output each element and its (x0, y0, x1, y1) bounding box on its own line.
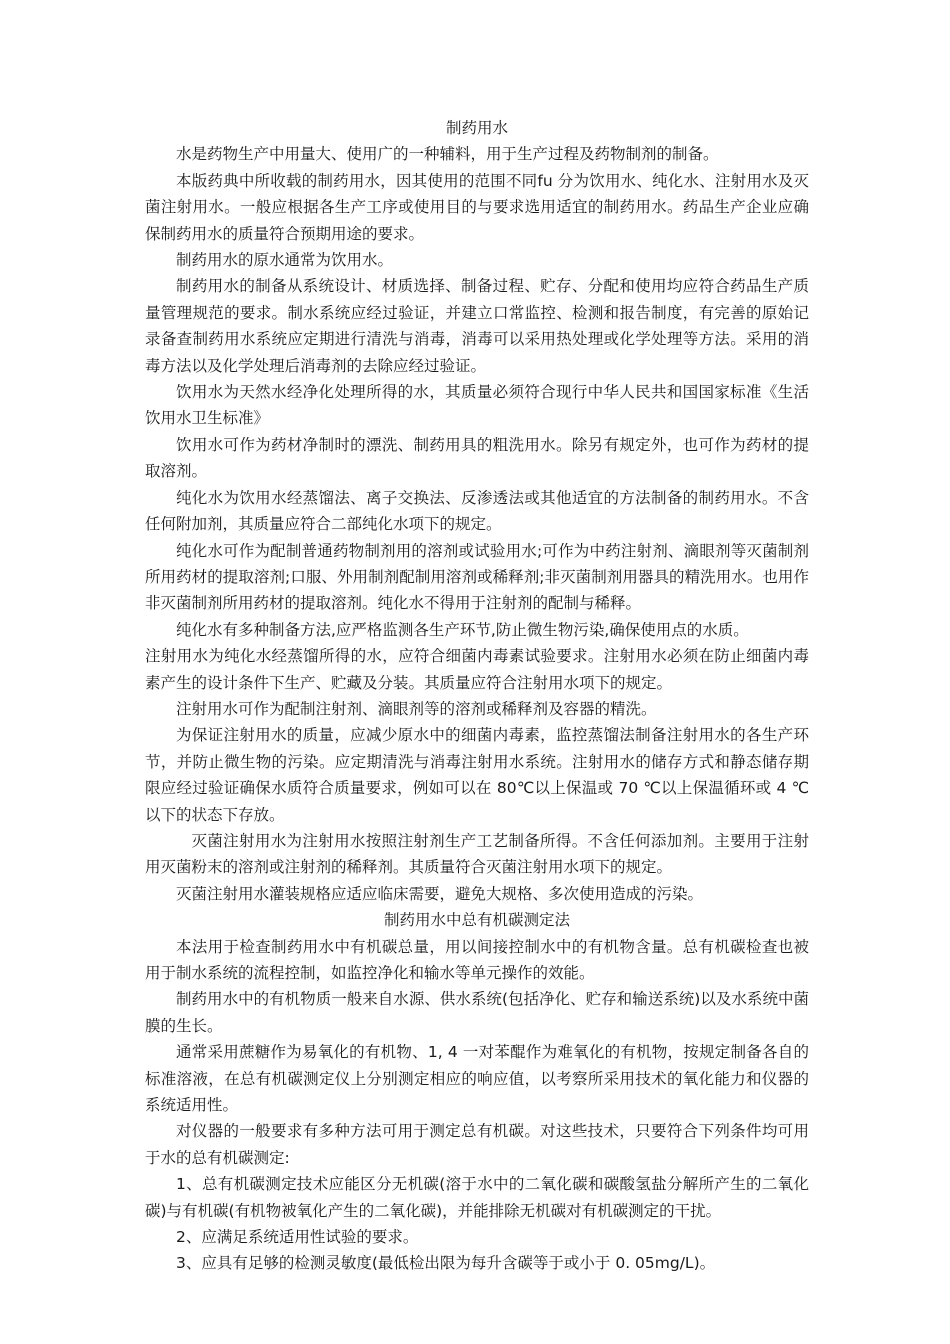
paragraph: 灭菌注射用水为注射用水按照注射剂生产工艺制备所得。不含任何添加剂。主要用于注射用灭菌粉末的溶剂或注射剂的稀释剂。其质量符合灭菌注射用水项下的规定。 (145, 831, 809, 877)
paragraph: 本版药典中所收载的制药用水，因其使用的范围不同fu 分为饮用水、纯化水、注射用水及灭菌注射用水。一般应根据各生产工序或使用目的与要求选用适宜的制药用水。药品生产企业应确保制药用水的质量符合预期用途的要求。 (145, 171, 809, 243)
document-page (145, 115, 809, 1277)
list-item: 3、应具有足够的检测灵敏度(最低检出限为每升含碳等于或小于 0. 05mg/L)。 (176, 1254, 716, 1273)
paragraph: 纯化水可作为配制普通药物制剂用的溶剂或试验用水;可作为中药注射剂、滴眼剂等灭菌制剂所用药材的提取溶剂;口服、外用制剂配制用溶剂或稀释剂;非灭菌制剂用器具的精洗用水。也用作非灭菌制剂所用药材的提取溶剂。纯化水不得用于注射剂的配制与稀释。 (145, 541, 809, 613)
paragraph: 制药用水的制备从系统设计、材质选择、制备过程、贮存、分配和使用均应符合药品生产质量管理规范的要求。制水系统应经过验证，并建立口常监控、检测和报告制度，有完善的原始记录备查制药用水系统应定期进行清洗与消毒，消毒可以采用热处理或化学处理等方法。采用的消毒方法以及化学处理后消毒剂的去除应经过验证。 (145, 277, 809, 375)
paragraph: 注射用水可作为配制注射剂、滴眼剂等的溶剂或稀释剂及容器的精洗。 (176, 699, 657, 718)
paragraph: 饮用水可作为药材净制时的漂洗、制药用具的粗洗用水。除另有规定外，也可作为药材的提取溶剂。 (145, 435, 809, 481)
paragraph: 通常采用蔗糖作为易氧化的有机物、1, 4 一对苯醌作为难氧化的有机物，按规定制备各自的标准溶液，在总有机碳测定仪上分别测定相应的响应值，以考察所采用技术的氧化能力和仪器的系统适用性。 (145, 1043, 809, 1115)
paragraph: 水是药物生产中用量大、使用广的一种辅料，用于生产过程及药物制剂的制备。 (176, 145, 719, 164)
list-item: 2、应满足系统适用性试验的要求。 (176, 1228, 419, 1247)
paragraph: 饮用水为天然水经净化处理所得的水，其质量必须符合现行中华人民共和国国家标准《生活饮用水卫生标准》 (145, 383, 809, 428)
paragraph: 为保证注射用水的质量，应减少原水中的细菌内毒素，监控蒸馏法制备注射用水的各生产环节，并防止微生物的污染。应定期清洗与消毒注射用水系统。注射用水的储存方式和静态储存期限应经过验证确保水质符合质量要求，例如可以在 80℃以上保温或 70 ℃以上保温循环或 4 ℃以下的状态下存放。 (145, 726, 809, 824)
paragraph: 纯化水有多种制备方法,应严格监测各生产环节,防止微生物污染,确保使用点的水质。 (176, 620, 749, 639)
section-title: 制药用水中总有机碳测定法 (383, 911, 570, 930)
paragraph: 制药用水中的有机物质一般来自水源、供水系统(包括净化、贮存和输送系统)以及水系统中菌膜的生长。 (145, 990, 809, 1035)
paragraph: 制药用水的原水通常为饮用水。 (176, 251, 394, 270)
document-title: 制药用水 (445, 119, 508, 137)
paragraph: 注射用水为纯化水经蒸馏所得的水，应符合细菌内毒素试验要求。注射用水必须在防止细菌内毒素产生的设计条件下生产、贮藏及分装。其质量应符合注射用水项下的规定。 (145, 647, 809, 692)
paragraph: 对仪器的一般要求有多种方法可用于测定总有机碳。对这些技术，只要符合下列条件均可用于水的总有机碳测定: (145, 1122, 809, 1167)
paragraph: 纯化水为饮用水经蒸馏法、离子交换法、反渗透法或其他适宜的方法制备的制药用水。不含任何附加剂，其质量应符合二部纯化水项下的规定。 (145, 488, 809, 534)
paragraph: 灭菌注射用水灌装规格应适应临床需要，避免大规格、多次使用造成的污染。 (176, 884, 704, 903)
paragraph: 本法用于检查制药用水中有机碳总量，用以间接控制水中的有机物含量。总有机碳检查也被用于制水系统的流程控制，如监控净化和输水等单元操作的效能。 (145, 937, 809, 982)
list-item: 1、总有机碳测定技术应能区分无机碳(溶于水中的二氧化碳和碳酸氢盐分解所产生的二氧化碳)与有机碳(有机物被氧化产生的二氧化碳)，并能排除无机碳对有机碳测定的干扰。 (145, 1175, 809, 1220)
